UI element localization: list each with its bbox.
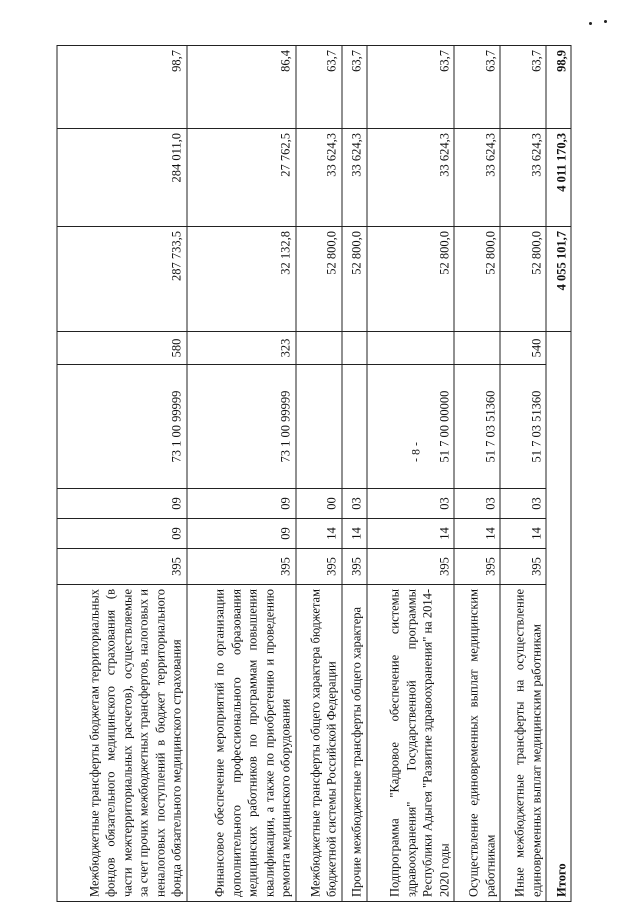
ministry-code: 395 xyxy=(187,549,296,585)
table-row xyxy=(500,46,546,902)
total-row xyxy=(546,46,571,902)
section-code: 14 xyxy=(296,519,342,549)
row-name: Подпрограмма "Кадровое обеспечение системы здравоохранения" Государственной программы Республики Адыгея "Развитие здравоохранения" на 2014-2020 годы xyxy=(367,585,455,902)
ministry-code: 395 xyxy=(296,549,342,585)
table-body xyxy=(57,46,571,902)
section-code: 09 xyxy=(187,519,296,549)
executed-amount: 33 624,3 xyxy=(454,129,500,227)
subsection-code: 00 xyxy=(296,489,342,519)
total-label: Итого xyxy=(546,332,571,902)
executed-amount: 284 011,0 xyxy=(57,129,187,227)
execution-percent: 63,7 xyxy=(342,46,367,129)
ministry-code: 395 xyxy=(57,549,187,585)
execution-percent: 63,7 xyxy=(500,46,546,129)
expense-type-code: 580 xyxy=(57,332,187,365)
target-item-code: 51 7 00 00000 xyxy=(367,365,455,489)
target-item-code xyxy=(342,365,367,489)
expense-type-code xyxy=(454,332,500,365)
executed-amount: 33 624,3 xyxy=(500,129,546,227)
expense-type-code: 540 xyxy=(500,332,546,365)
table-row xyxy=(367,46,455,902)
table-row xyxy=(454,46,500,902)
subsection-code: 09 xyxy=(57,489,187,519)
row-name: Финансовое обеспечение мероприятий по организации дополнительного профессионального образования медицинских работников по программам повышения квалификации, а также по приобретению и проведению ремонта медицинского оборудования xyxy=(187,585,296,902)
row-name: Прочие межбюджетные трансферты общего характера xyxy=(342,585,367,902)
approved-amount: 52 800,0 xyxy=(500,227,546,332)
section-code: 14 xyxy=(454,519,500,549)
row-name: Межбюджетные трансферты общего характера бюджетам бюджетной системы Российской Федерации xyxy=(296,585,342,902)
target-item-code: 73 1 00 99999 xyxy=(57,365,187,489)
approved-amount: 287 733,5 xyxy=(57,227,187,332)
table-row xyxy=(296,46,342,902)
table-row xyxy=(57,46,187,902)
total-approved-amount: 4 055 101,7 xyxy=(546,227,571,332)
target-item-code xyxy=(296,365,342,489)
budget-table xyxy=(57,45,572,902)
page-number: - 8 - xyxy=(408,442,423,462)
execution-percent: 63,7 xyxy=(367,46,455,129)
row-name: Межбюджетные трансферты бюджетам территориальных фондов обязательного медицинского страхования (в части межтерриториальных расчетов), осуществляемые за счет прочих межбюджетных трансфертов, налоговых и неналоговых поступлений в бюджет территориального фонда обязательного медицинского страхования xyxy=(57,585,187,902)
executed-amount: 27 762,5 xyxy=(187,129,296,227)
approved-amount: 32 132,8 xyxy=(187,227,296,332)
expense-type-code: 323 xyxy=(187,332,296,365)
executed-amount: 33 624,3 xyxy=(367,129,455,227)
table-row xyxy=(342,46,367,902)
target-item-code: 73 1 00 99999 xyxy=(187,365,296,489)
table-row xyxy=(187,46,296,902)
subsection-code: 03 xyxy=(342,489,367,519)
subsection-code: 03 xyxy=(367,489,455,519)
execution-percent: 63,7 xyxy=(296,46,342,129)
execution-percent: 86,4 xyxy=(187,46,296,129)
total-executed-amount: 4 011 170,3 xyxy=(546,129,571,227)
execution-percent: 63,7 xyxy=(454,46,500,129)
ministry-code: 395 xyxy=(367,549,455,585)
expense-type-code xyxy=(342,332,367,365)
executed-amount: 33 624,3 xyxy=(342,129,367,227)
executed-amount: 33 624,3 xyxy=(296,129,342,227)
target-item-code: 51 7 03 51360 xyxy=(500,365,546,489)
subsection-code: 03 xyxy=(500,489,546,519)
target-item-code: 51 7 03 51360 xyxy=(454,365,500,489)
row-name: Иные межбюджетные трансферты на осуществление единовременных выплат медицинским работникам xyxy=(500,585,546,902)
total-execution-percent: 98,9 xyxy=(546,46,571,129)
scan-mark xyxy=(604,20,607,23)
approved-amount: 52 800,0 xyxy=(454,227,500,332)
expense-type-code xyxy=(296,332,342,365)
section-code: 14 xyxy=(367,519,455,549)
scan-mark xyxy=(589,22,592,25)
ministry-code: 395 xyxy=(454,549,500,585)
execution-percent: 98,7 xyxy=(57,46,187,129)
rotated-table-container xyxy=(57,46,572,902)
section-code: 14 xyxy=(500,519,546,549)
subsection-code: 09 xyxy=(187,489,296,519)
approved-amount: 52 800,0 xyxy=(367,227,455,332)
ministry-code: 395 xyxy=(500,549,546,585)
section-code: 09 xyxy=(57,519,187,549)
section-code: 14 xyxy=(342,519,367,549)
approved-amount: 52 800,0 xyxy=(296,227,342,332)
subsection-code: 03 xyxy=(454,489,500,519)
expense-type-code xyxy=(367,332,455,365)
ministry-code: 395 xyxy=(342,549,367,585)
row-name: Осуществление единовременных выплат медицинским работникам xyxy=(454,585,500,902)
approved-amount: 52 800,0 xyxy=(342,227,367,332)
